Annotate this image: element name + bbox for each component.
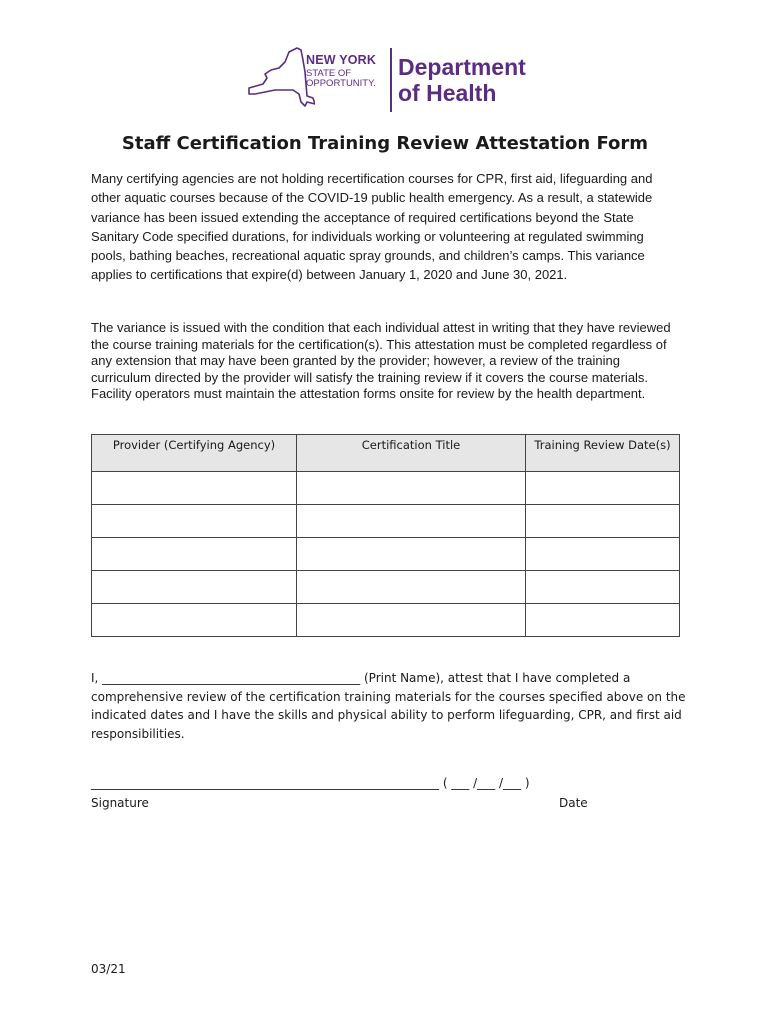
provider-cell[interactable] xyxy=(92,538,297,571)
column-header-provider: Provider (Certifying Agency) xyxy=(92,435,297,472)
state-name: NEW YORK xyxy=(306,53,377,67)
column-header-review-dates: Training Review Date(s) xyxy=(526,435,680,472)
certification-table xyxy=(91,434,680,637)
provider-cell[interactable] xyxy=(92,472,297,505)
new-york-state-map-icon xyxy=(245,44,315,114)
variance-paragraph: The variance is issued with the condition that each individual attest in writing that they have reviewed the course training materials for the certification(s). This attestation must be completed regardless of any extension that may have been granted by the provider; however, a review of the training curriculum directed by the provider will satisfy the training review if it covers the course materials. Facility operators must maintain the attestation forms onsite for review by the health department. xyxy=(91,320,671,402)
provider-cell[interactable] xyxy=(92,505,297,538)
provider-cell[interactable] xyxy=(92,604,297,637)
state-tagline-line1: STATE OF xyxy=(306,67,352,79)
review-date-cell[interactable] xyxy=(526,571,680,604)
date-label: Date xyxy=(559,796,588,810)
state-tagline-line2: OPPORTUNITY. xyxy=(306,77,376,89)
signature-label: Signature xyxy=(91,796,149,810)
logo-divider xyxy=(390,48,392,112)
column-header-certification-title: Certification Title xyxy=(297,435,526,472)
certification-title-cell[interactable] xyxy=(297,472,526,505)
review-date-cell[interactable] xyxy=(526,604,680,637)
certification-title-cell[interactable] xyxy=(297,604,526,637)
certification-title-cell[interactable] xyxy=(297,571,526,604)
table-row xyxy=(92,604,680,637)
nys-wordmark xyxy=(306,54,376,89)
table-header-row xyxy=(92,435,680,472)
dept-line2: of Health xyxy=(398,80,497,106)
signature-date-line[interactable]: __________________________________________________________ ( ___ /___ /___ ) xyxy=(91,776,530,790)
form-title: Staff Certification Training Review Attestation Form xyxy=(121,133,649,154)
review-date-cell[interactable] xyxy=(526,472,680,505)
provider-cell[interactable] xyxy=(92,571,297,604)
certification-title-cell[interactable] xyxy=(297,538,526,571)
certification-title-cell[interactable] xyxy=(297,505,526,538)
department-wordmark xyxy=(398,54,526,106)
review-date-cell[interactable] xyxy=(526,538,680,571)
table-row xyxy=(92,505,680,538)
table-row xyxy=(92,472,680,505)
dept-line1: Department xyxy=(398,54,526,80)
table-row xyxy=(92,538,680,571)
revision-date: 03/21 xyxy=(91,962,126,976)
attestation-statement: I, ___________________________________________ (Print Name), attest that I have completed a comprehensive review of the certification training materials for the courses specified above on the indicated dates and I have the skills and physical ability to perform lifeguarding, CPR, and first aid responsibilities. xyxy=(91,671,686,741)
intro-paragraph: Many certifying agencies are not holding recertification courses for CPR, first aid, lifeguarding and other aquatic courses because of the COVID-19 public health emergency. As a result, a statewide variance has been issued extending the acceptance of required certifications beyond the State Sanitary Code specified durations, for individuals working or volunteering at regulated swimming pools, bathing beaches, recreational aquatic spray grounds, and children’s camps. This variance applies to certifications that expire(d) between January 1, 2020 and June 30, 2021. xyxy=(91,171,653,283)
table-row xyxy=(92,571,680,604)
review-date-cell[interactable] xyxy=(526,505,680,538)
